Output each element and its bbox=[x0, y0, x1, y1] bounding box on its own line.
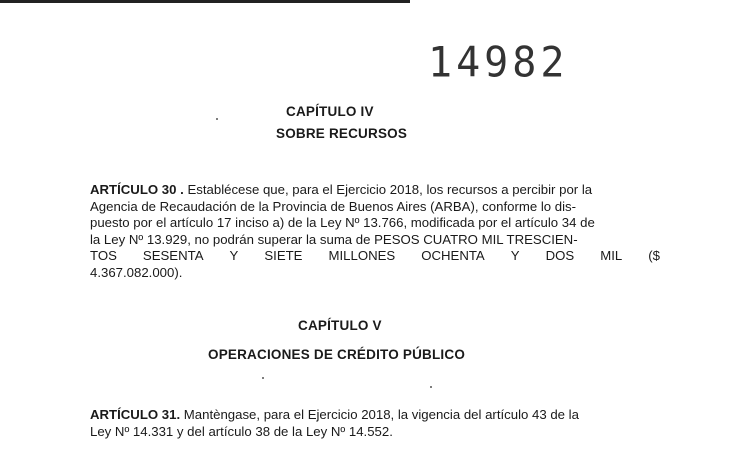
top-border-rule bbox=[0, 0, 410, 3]
scan-speck bbox=[216, 118, 218, 120]
article-30-line-3: puesto por el artículo 17 inciso a) de la Ley Nº 13.766, modificada por el artículo 34 de bbox=[90, 215, 595, 230]
scan-speck bbox=[430, 386, 432, 388]
article-30-line-4: la Ley Nº 13.929, no podrán superar la suma de PESOS CUATRO MIL TRESCIEN- bbox=[90, 231, 578, 247]
article-30-line-2: Agencia de Recaudación de la Provincia de Buenos Aires (ARBA), conforme lo dis- bbox=[90, 198, 576, 214]
chapter-4-title: CAPÍTULO IV bbox=[286, 104, 374, 119]
article-30-line-1: ARTÍCULO 30 . Establécese que, para el Ejercicio 2018, los recursos a percibir por la bbox=[90, 182, 593, 197]
article-30-label: ARTÍCULO 30 . bbox=[90, 182, 184, 197]
article-31-label: ARTÍCULO 31. bbox=[90, 407, 181, 422]
article-30-paragraph bbox=[90, 182, 660, 281]
chapter-5-title: CAPÍTULO V bbox=[298, 318, 382, 333]
article-30-line-6: 4.367.082.000). bbox=[90, 264, 183, 280]
article-31-line-1: ARTÍCULO 31. Mantèngase, para el Ejercicio 2018, la vigencia del artículo 43 de la bbox=[90, 407, 579, 422]
scan-speck bbox=[262, 377, 264, 379]
article-30-line-5: TOS SESENTA Y SIETE MILLONES OCHENTA Y DOS MIL ($ bbox=[90, 248, 660, 263]
stamped-page-number: 14982 bbox=[428, 38, 569, 88]
article-31-paragraph bbox=[90, 407, 660, 440]
article-31-line-2: Ley Nº 14.331 y del artículo 38 de la Ley Nº 14.552. bbox=[90, 423, 393, 439]
chapter-4-subtitle: SOBRE RECURSOS bbox=[276, 126, 408, 141]
chapter-5-subtitle: OPERACIONES DE CRÉDITO PÚBLICO bbox=[208, 347, 466, 362]
